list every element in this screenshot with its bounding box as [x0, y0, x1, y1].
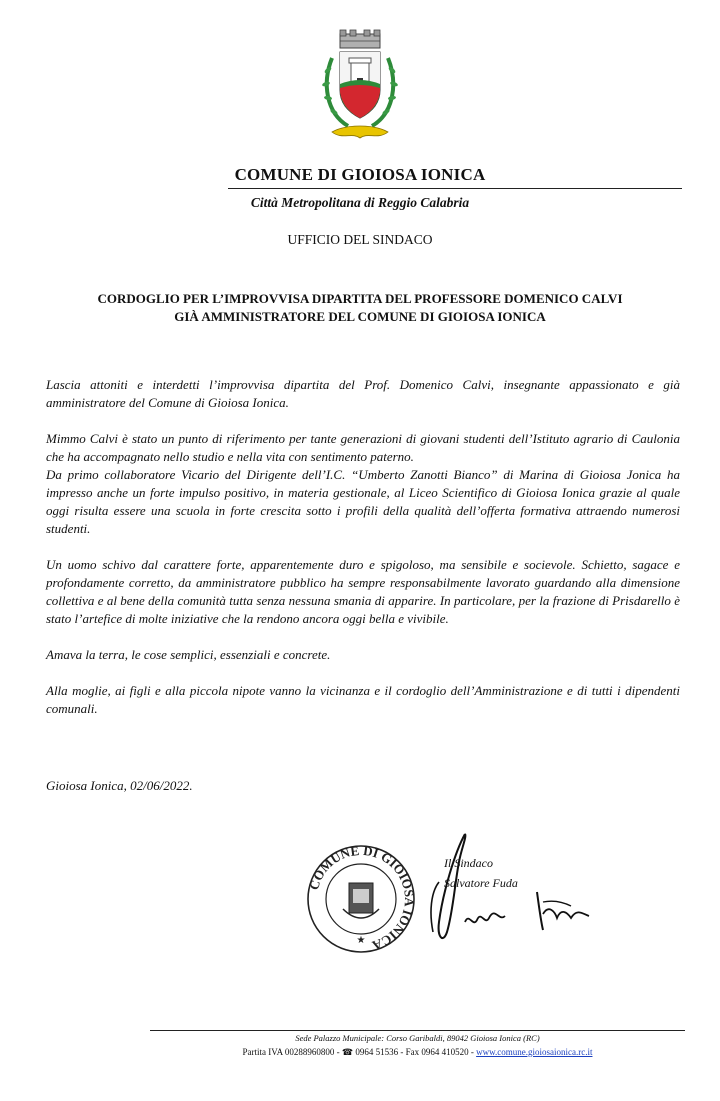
headline-line-2: GIÀ AMMINISTRATORE DEL COMUNE DI GIOIOSA IONICA — [174, 309, 546, 324]
handwritten-signature — [425, 822, 610, 957]
paragraph-6: Alla moglie, ai figli e alla piccola nipote vanno la vicinanza e il cordoglio dell’Amministrazione e di tutti i dipendenti comunali. — [46, 683, 680, 716]
letter-date: Gioiosa Ionica, 02/06/2022. — [46, 778, 193, 793]
header-divider — [228, 188, 682, 189]
headline-line-1: CORDOGLIO PER L’IMPROVVISA DIPARTITA DEL PROFESSORE DOMENICO CALVI — [97, 291, 623, 306]
municipality-title: COMUNE DI GIOIOSA IONICA — [234, 165, 486, 184]
paragraph-5: Amava la terra, le cose semplici, essenziali e concrete. — [46, 647, 331, 662]
official-stamp — [305, 843, 417, 955]
municipal-crest-logo — [318, 28, 402, 148]
letter-body — [46, 376, 680, 736]
phone-fax-numbers: 0964 51536 - Fax 0964 410520 - — [353, 1047, 477, 1057]
phone-icon: ☎ — [341, 1047, 354, 1057]
vat-number: Partita IVA 00288960800 - — [242, 1047, 342, 1057]
footer-contacts — [150, 1047, 685, 1058]
paragraph-2: Mimmo Calvi è stato un punto di riferimento per tante generazioni di giovani studenti dell’Istituto agrario di Caulonia che ha accompagnato nello studio e nella vita con sentimento paterno. — [46, 431, 680, 464]
office-name: UFFICIO DEL SINDACO — [287, 232, 433, 247]
mayor-name: Salvatore Fuda — [444, 876, 518, 890]
website-link[interactable]: www.comune.gioiosaionica.rc.it — [476, 1047, 593, 1057]
mayor-title: Il Sindaco — [444, 856, 493, 870]
paragraph-1: Lascia attoniti e interdetti l’improvvisa dipartita del Prof. Domenico Calvi, insegnante appassionato e già amministratore del Comune di Gioiosa Ionica. — [46, 377, 680, 410]
footer-address: Sede Palazzo Municipale: Corso Garibaldi, 89042 Gioiosa Ionica (RC) — [295, 1033, 540, 1043]
svg-text:★: ★ — [356, 935, 366, 946]
metropolitan-city-subtitle: Città Metropolitana di Reggio Calabria — [250, 195, 470, 210]
paragraph-3: Da primo collaboratore Vicario del Dirigente dell’I.C. “Umberto Zanotti Bianco” di Marina di Gioiosa Jonica ha impresso anche un forte impulso positivo, in materia gestionale, al Liceo Scientifico di Gioiosa Ionica grazie al quale oggi risulta essere una scuola in forte crescita sotto i profili della qualità dell’offerta formativa attraendo numerosi studenti. — [46, 467, 680, 536]
paragraph-4: Un uomo schivo dal carattere forte, apparentemente duro e spigoloso, ma sensibile e socievole. Schietto, sagace e profondamente corretto, da amministratore pubblico ha sempre responsabilmente lavorato guardando alla dimensione collettiva e al bene della comunità tutta senza nessuna smania di apparire. In particolare, per la frazione di Prisdarello è stato l’artefice di molte iniziative che la rendono ancora oggi bella e vivibile. — [46, 557, 680, 626]
footer-divider — [150, 1030, 685, 1031]
announcement-headline — [40, 290, 680, 326]
stamp-text: COMUNE DI GIOIOSA IONICA — [306, 843, 417, 954]
